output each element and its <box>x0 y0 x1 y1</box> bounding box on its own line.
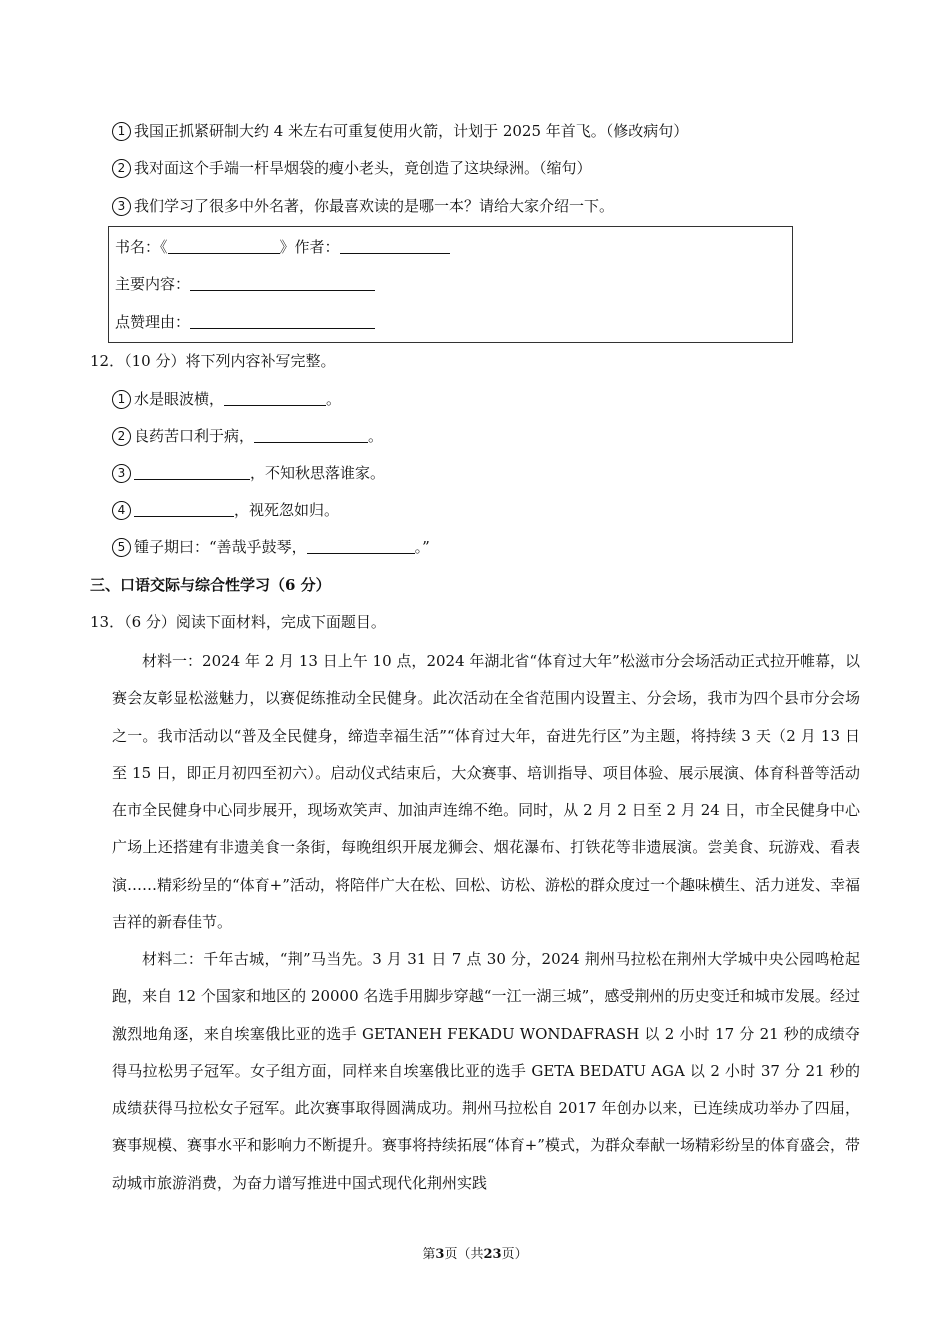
q12-blank-2[interactable] <box>254 428 368 443</box>
q12-item-5-end: 。” <box>414 538 430 556</box>
q12-blank-3[interactable] <box>134 465 250 480</box>
q12-item-1-end: 。 <box>326 390 342 408</box>
q11-item-2 <box>112 157 592 179</box>
footer-page-number: 3 <box>435 1247 445 1262</box>
q12-item-2-end: 。 <box>368 427 384 445</box>
q11-item-1 <box>112 120 688 142</box>
q13-title: 13．（6 分）阅读下面材料，完成下面题目。 <box>90 613 386 631</box>
content-label: 主要内容： <box>115 275 191 293</box>
circled-number-5: 5 <box>112 538 131 557</box>
q12-item-5-text: 锺子期曰：“善哉乎鼓琴， <box>134 538 307 556</box>
q12-item-5 <box>112 536 430 558</box>
reason-blank[interactable] <box>190 314 375 329</box>
q12-item-2 <box>112 425 383 447</box>
q11-item-2-text: 我对面这个手端一杆旱烟袋的瘦小老头，竟创造了这块绿洲。（缩句） <box>134 159 592 177</box>
content-row <box>115 273 375 295</box>
footer-suffix: 页） <box>501 1247 528 1262</box>
circled-number-4: 4 <box>112 501 131 520</box>
q12-item-1-text: 水是眼波横， <box>134 390 225 408</box>
q12-blank-4[interactable] <box>134 502 234 517</box>
q12-item-4-text: ，视死忽如归。 <box>234 501 340 519</box>
book-label: 书名：《 <box>115 238 168 256</box>
q11-item-1-text: 我国正抓紧研制大约 4 米左右可重复使用火箭，计划于 2025 年首飞。（修改病句） <box>134 122 689 140</box>
q12-item-2-text: 良药苦口利于病， <box>134 427 255 445</box>
footer-total-pages: 23 <box>483 1247 502 1262</box>
page-footer <box>0 1243 950 1262</box>
q12-item-1 <box>112 388 341 410</box>
q11-item-3-text: 我们学习了很多中外名著，你最喜欢读的是哪一本？请给大家介绍一下。 <box>134 197 615 215</box>
circled-number-3: 3 <box>112 464 131 483</box>
q12-blank-1[interactable] <box>224 391 326 406</box>
q12-title: 12．（10 分）将下列内容补写完整。 <box>90 352 336 370</box>
author-label: 》作者： <box>279 238 340 256</box>
book-author-row <box>115 236 450 258</box>
circled-number-3: 3 <box>112 197 131 216</box>
material-1-paragraph: 材料一：2024 年 2 月 13 日上午 10 点，2024 年湖北省“体育过大年”松滋市分会场活动正式拉开帷幕，以赛会友彰显松滋魅力，以赛促练推动全民健身。此次活动在全省范围内设置主、分会场，我市为四个县市分会场之一。我市活动以“普及全民健身，缔造幸福生活”“体育过大年，奋进先行区”为主题，将持续 3 天（2 月 13 日至 15 日，即正月初四至初六）。启动仪式结束后，大众赛事、培训指导、项目体验、展示展演、体育科普等活动在市全民健身中心同步展开，现场欢笑声、加油声连绵不绝。同时，从 2 月 2 日至 2 月 24 日，市全民健身中心广场上还搭建有非遗美食一条街，每晚组织开展龙狮会、烟花瀑布、打铁花等非遗展演。尝美食、玩游戏、看表演……精彩纷呈的“体育+”活动，将陪伴广大在松、回松、访松、游松的群众度过一个趣味横生、活力迸发、幸福吉祥的新春佳节。 <box>112 652 860 932</box>
q12-blank-5[interactable] <box>307 539 415 554</box>
reason-row <box>115 311 375 333</box>
circled-number-1: 1 <box>112 390 131 409</box>
material-2-paragraph: 材料二：千年古城，“荆”马当先。3 月 31 日 7 点 30 分，2024 荆州马拉松在荆州大学城中央公园鸣枪起跑，来自 12 个国家和地区的 20000 名选手用脚步穿越“一江一湖三城”，感受荆州的历史变迁和城市发展。经过激烈地角逐，来自埃塞俄比亚的选手 GETANEH FEKADU WONDAFRASH 以 2 小时 17 分 21 秒的成绩夺得马拉松男子冠军。女子组方面，同样来自埃塞俄比亚的选手 GETA BEDATU AGA 以 2 小时 37 分 21 秒的成绩获得马拉松女子冠军。此次赛事取得圆满成功。荆州马拉松自 2017 年创办以来，已连续成功举办了四届，赛事规模、赛事水平和影响力不断提升。赛事将持续拓展“体育+”模式，为群众奉献一场精彩纷呈的体育盛会，带动城市旅游消费，为奋力谱写推进中国式现代化荆州实践 <box>112 950 860 1192</box>
footer-prefix: 第 <box>422 1247 436 1262</box>
q12-item-3-text: ，不知秋思落谁家。 <box>250 464 386 482</box>
footer-middle: 页（共 <box>444 1247 484 1262</box>
content-blank[interactable] <box>190 276 375 291</box>
circled-number-2: 2 <box>112 159 131 178</box>
circled-number-1: 1 <box>112 122 131 141</box>
q12-item-3 <box>112 462 385 484</box>
circled-number-2: 2 <box>112 427 131 446</box>
section-3-heading: 三、口语交际与综合性学习（6 分） <box>90 576 331 594</box>
q11-item-3 <box>112 195 614 217</box>
author-blank[interactable] <box>340 239 450 254</box>
reason-label: 点赞理由： <box>115 313 191 331</box>
q12-item-4 <box>112 499 339 521</box>
book-title-blank[interactable] <box>168 239 280 254</box>
